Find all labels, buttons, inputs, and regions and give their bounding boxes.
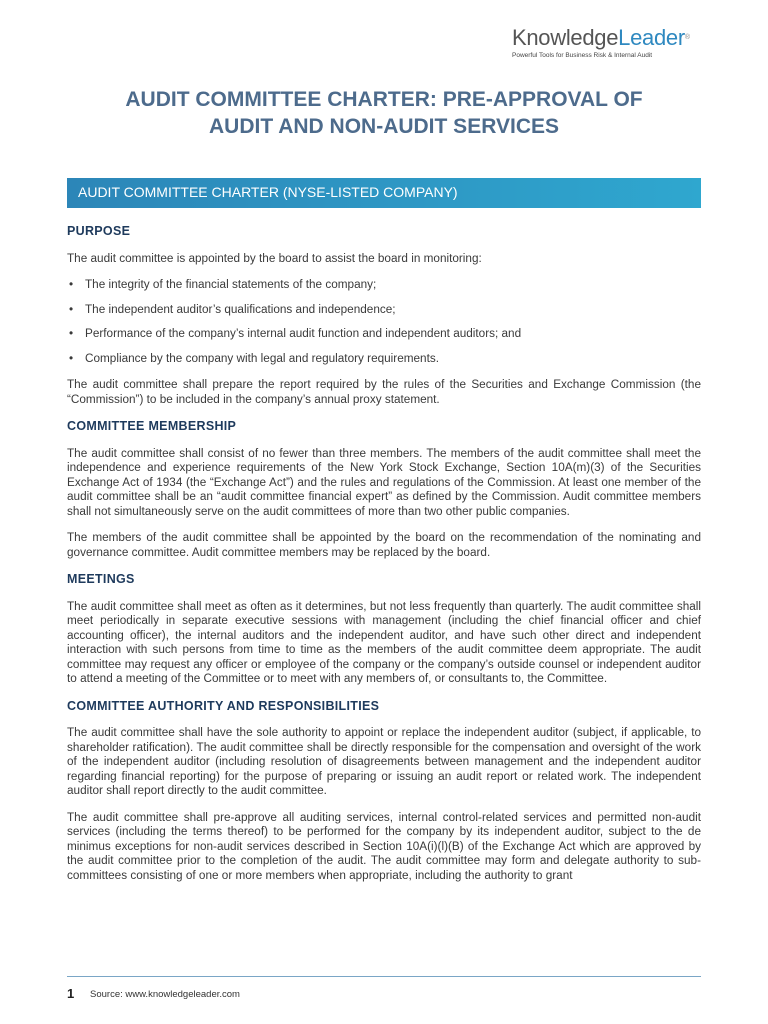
list-item: • Performance of the company’s internal audit function and independent auditors; and (67, 327, 701, 342)
logo-leader-text: Leader (618, 25, 685, 50)
logo-knowledge-text: Knowledge (512, 25, 619, 50)
membership-paragraph-2: The members of the audit committee shall be appointed by the board on the recommendation of the nominating and governance committee. Audit committee members may be replaced by the board. (67, 531, 701, 559)
membership-heading: COMMITTEE MEMBERSHIP (67, 419, 237, 433)
logo-tagline: Powerful Tools for Business Risk & Internal Audit (512, 52, 653, 59)
knowledgeleader-logo (512, 26, 712, 59)
page-title (0, 86, 768, 140)
authority-paragraph-1: The audit committee shall have the sole authority to appoint or replace the independent auditor (subject, if applicable, to shareholder ratification). The audit committee shall be directly responsible for the compensation and oversight of the work of the independent auditor (including resolution of disagreements between management and the independent auditor regarding financial reporting) for the purpose of preparing or issuing an audit report or related work. The independent auditor shall report directly to the audit committee. (67, 726, 701, 797)
membership-paragraph-1: The audit committee shall consist of no fewer than three members. The members of the audit committee shall meet the independence and experience requirements of the New York Stock Exchange, Section 10A(m)(3) of the Securities Exchange Act of 1934 (the “Exchange Act”) and the rules and regulations of the Commission. At least one member of the audit committee shall be an “audit committee financial expert” as defined by the Commission. Audit committee members shall not simultaneously serve on the audit committees of more than two other public companies. (67, 446, 701, 518)
logo-registered-mark: ® (684, 34, 690, 41)
purpose-heading: PURPOSE (67, 224, 131, 238)
list-item: • The integrity of the financial statements of the company; (67, 278, 701, 293)
purpose-bullet-list (67, 278, 701, 366)
authority-heading: COMMITTEE AUTHORITY AND RESPONSIBILITIES (67, 698, 380, 713)
list-item: • The independent auditor’s qualifications and independence; (67, 303, 701, 318)
section-banner (67, 178, 701, 208)
meetings-heading: MEETINGS (67, 572, 135, 586)
title-line-1: AUDIT COMMITTEE CHARTER: PRE-APPROVAL OF (125, 88, 643, 111)
list-item: • Compliance by the company with legal and regulatory requirements. (67, 352, 701, 367)
meetings-paragraph-1: The audit committee shall meet as often as it determines, but not less frequently than quarterly. The audit committee shall meet periodically in separate executive sessions with management (including the chief financial officer and chief accounting officer), the internal auditors and the independent auditor, and have such other direct and independent interaction with such persons from time to time as the members of the audit committee deem appropriate. The audit committee may request any officer or employee of the company or the company’s outside counsel or independent auditor to attend a meeting of the Committee or to meet with any members of, or consultants to, the Committee. (67, 599, 701, 685)
title-line-2: AUDIT AND NON-AUDIT SERVICES (208, 115, 560, 138)
purpose-intro: The audit committee is appointed by the board to assist the board in monitoring: (67, 251, 482, 265)
authority-paragraph-2: The audit committee shall pre-approve all auditing services, internal control-related services and permitted non-audit services (including the terms thereof) to be performed for the company by its independent auditor, subject to the de minimus exceptions for non-audit services described in Section 10A(i)(l)(B) of the Exchange Act which are approved by the audit committee prior to the completion of the audit. The audit committee may form and delegate authority to sub-committees consisting of one or more members when appropriate, including the authority to grant (67, 810, 701, 882)
purpose-closing: The audit committee shall prepare the report required by the rules of the Securities and Exchange Commission (the “Commission”) to be included in the company’s annual proxy statement. (67, 378, 701, 406)
page-number: 1 (67, 986, 75, 1001)
banner-text: AUDIT COMMITTEE CHARTER (NYSE-LISTED COMPANY) (78, 184, 458, 200)
footer-divider (67, 976, 701, 977)
footer-source: Source: www.knowledgeleader.com (90, 989, 240, 1000)
document-body (67, 224, 701, 895)
